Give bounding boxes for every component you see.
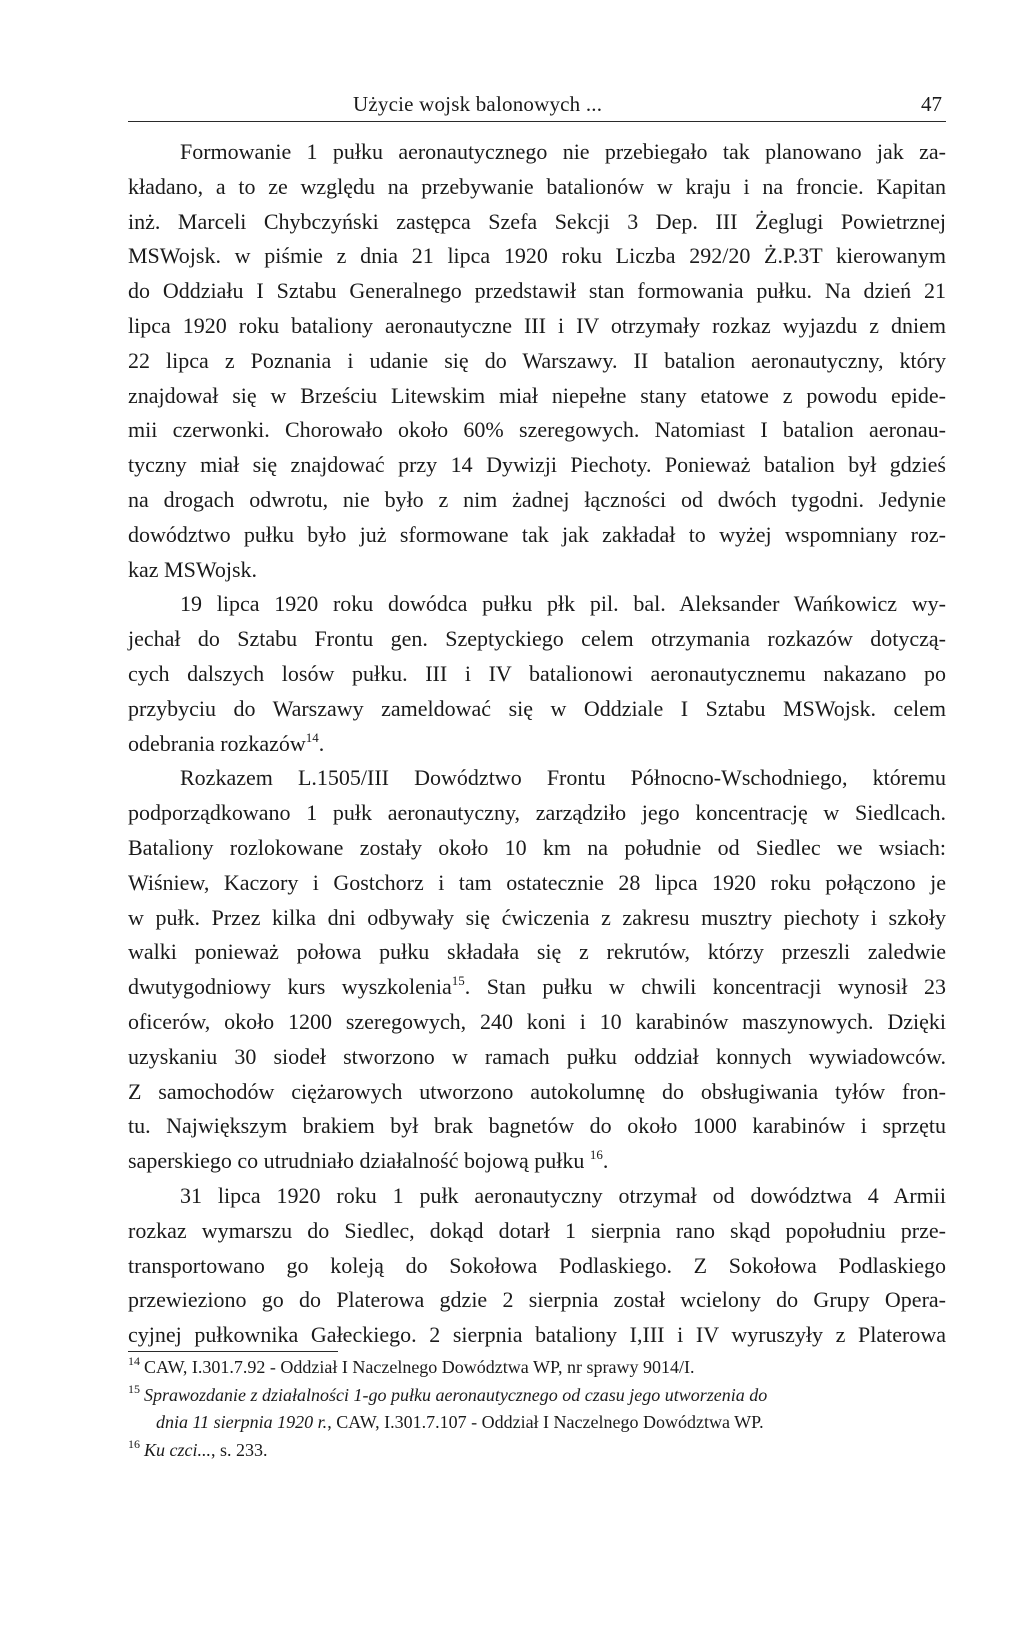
text-line: oficerów, około 1200 szeregowych, 240 koni i 10 karabinów maszynowych. Dzięki xyxy=(128,1008,946,1034)
text-line: Bataliony rozlokowane zostały około 10 km na południe od Siedlec we wsiach: xyxy=(128,834,946,860)
footnote-mark: 14 xyxy=(128,1354,140,1368)
footnotes xyxy=(128,1354,946,1464)
text-line: kładano, a to ze względu na przebywanie batalionów w kraju i na froncie. Kapitan xyxy=(128,173,946,199)
text-line: na drogach odwrotu, nie było z nim żadnej łączności od dwóch tygodni. Jedynie xyxy=(128,486,946,512)
footnote-rule xyxy=(128,1351,338,1352)
text-line: MSWojsk. w piśmie z dnia 21 lipca 1920 roku Liczba 292/20 Ż.P.3T kierowanym xyxy=(128,243,946,269)
text-line xyxy=(128,970,946,1005)
footnote-ref[interactable]: 14 xyxy=(305,729,319,745)
text-line: 31 lipca 1920 roku 1 pułk aeronautyczny otrzymał od dowództwa 4 Armii xyxy=(180,1182,946,1208)
footnote-15-continued xyxy=(128,1409,946,1437)
text-span: . xyxy=(602,1148,609,1174)
text-line: do Oddziału I Sztabu Generalnego przedstawił stan formowania pułku. Na dzień 21 xyxy=(128,278,946,304)
text-line: mii czerwonki. Chorowało około 60% szeregowych. Natomiast I batalion aeronau- xyxy=(128,417,946,443)
footnote-mark: 15 xyxy=(128,1381,140,1396)
text-line: jechał do Sztabu Frontu gen. Szeptyckiego celem otrzymania rozkazów dotyczą- xyxy=(128,626,946,652)
text-line xyxy=(128,1144,946,1179)
text-span: . xyxy=(318,730,325,756)
footnote-text: , CAW, I.301.7.107 - Oddział I Naczelnego Dowództwa WP. xyxy=(327,1412,764,1432)
text-line: Wiśniew, Kaczory i Gostchorz i tam ostatecznie 28 lipca 1920 roku połączono je xyxy=(128,869,946,895)
text-line: kaz MSWojsk. xyxy=(128,556,258,582)
text-line: tu. Największym brakiem był brak bagnetów do około 1000 karabinów i sprzętu xyxy=(128,1113,946,1139)
footnote-text-italic: Ku czci... xyxy=(144,1439,211,1460)
text-line: Z samochodów ciężarowych utworzono autokolumnę do obsługiwania tyłów fron- xyxy=(128,1078,946,1104)
text-line: Rozkazem L.1505/III Dowództwo Frontu Północno-Wschodniego, któremu xyxy=(180,765,946,791)
footnote-text-italic: Sprawozdanie z działalności 1-go pułku aeronautycznego od czasu jego utworzenia do xyxy=(144,1384,768,1405)
text-line: rozkaz wymarszu do Siedlec, dokąd dotarł 1 sierpnia rano skąd popołudniu prze- xyxy=(128,1217,946,1243)
footnote-ref[interactable]: 16 xyxy=(589,1147,603,1163)
text-line: uzyskaniu 30 siodeł stworzono w ramach pułku oddział konnych wywiadowców. xyxy=(128,1043,946,1069)
text-line: podporządkowano 1 pułk aeronautyczny, zarządziło jego koncentrację w Siedlcach. xyxy=(128,800,946,826)
header-rule xyxy=(128,121,946,122)
text-line: walki ponieważ połowa pułku składała się z rekrutów, którzy przeszli zaledwie xyxy=(128,939,946,965)
footnote-text-italic: dnia 11 sierpnia 1920 r. xyxy=(156,1412,328,1432)
text-line xyxy=(128,727,946,762)
footnote-text: CAW, I.301.7.92 - Oddział I Naczelnego Dowództwa WP, nr sprawy 9014/I. xyxy=(144,1357,695,1377)
text-line: przybyciu do Warszawy zameldować się w Oddziale I Sztabu MSWojsk. celem xyxy=(128,695,946,721)
text-span: odebrania rozkazów xyxy=(128,730,306,756)
text-line: inż. Marceli Chybczyński zastępca Szefa Sekcji 3 Dep. III Żeglugi Powietrznej xyxy=(128,208,946,234)
body-text xyxy=(128,135,946,1353)
text-line: cyjnej pułkownika Gałeckiego. 2 sierpnia bataliony I,III i IV wyruszyły z Platerowa xyxy=(128,1322,946,1348)
text-span: . Stan pułku w chwili koncentracji wynosił 23 xyxy=(464,974,946,1000)
footnote-mark: 16 xyxy=(128,1436,140,1451)
running-header xyxy=(128,92,946,122)
text-line: 22 lipca z Poznania i udanie się do Warszawy. II batalion aeronautyczny, który xyxy=(128,347,946,373)
text-line: tyczny miał się znajdować przy 14 Dywizji Piechoty. Ponieważ batalion był gdzieś xyxy=(128,452,946,478)
text-line: transportowano go koleją do Sokołowa Podlaskiego. Z Sokołowa Podlaskiego xyxy=(128,1252,946,1278)
text-line: znajdował się w Brześciu Litewskim miał niepełne stany etatowe z powodu epide- xyxy=(128,382,946,408)
text-line: 19 lipca 1920 roku dowódca pułku płk pil. bal. Aleksander Wańkowicz wy- xyxy=(180,591,946,617)
text-line: przewieziono go do Platerowa gdzie 2 sierpnia został wcielony do Grupy Opera- xyxy=(128,1287,946,1313)
running-header-title: Użycie wojsk balonowych ... xyxy=(353,92,603,116)
text-line: w pułk. Przez kilka dni odbywały się ćwiczenia z zakresu musztry piechoty i szkoły xyxy=(128,904,946,930)
text-line: cych dalszych losów pułku. III i IV batalionowi aeronautycznemu nakazano po xyxy=(128,660,946,686)
footnote-text: , s. 233. xyxy=(211,1439,268,1460)
footnote-16 xyxy=(128,1437,946,1465)
text-span: saperskiego co utrudniało działalność bojową pułku xyxy=(128,1148,590,1174)
text-span: dwutygodniowy kurs wyszkolenia xyxy=(128,974,452,1000)
text-line: dowództwo pułku było już sformowane tak jak zakładał to wyżej wspomniany roz- xyxy=(128,521,946,547)
footnote-14 xyxy=(128,1354,946,1382)
footnote-ref[interactable]: 15 xyxy=(451,973,465,989)
page-number: 47 xyxy=(921,92,942,116)
text-line: lipca 1920 roku bataliony aeronautyczne III i IV otrzymały rozkaz wyjazdu z dniem xyxy=(128,312,946,338)
footnote-15 xyxy=(128,1382,946,1410)
text-line: Formowanie 1 pułku aeronautycznego nie przebiegało tak planowano jak za- xyxy=(180,139,946,164)
